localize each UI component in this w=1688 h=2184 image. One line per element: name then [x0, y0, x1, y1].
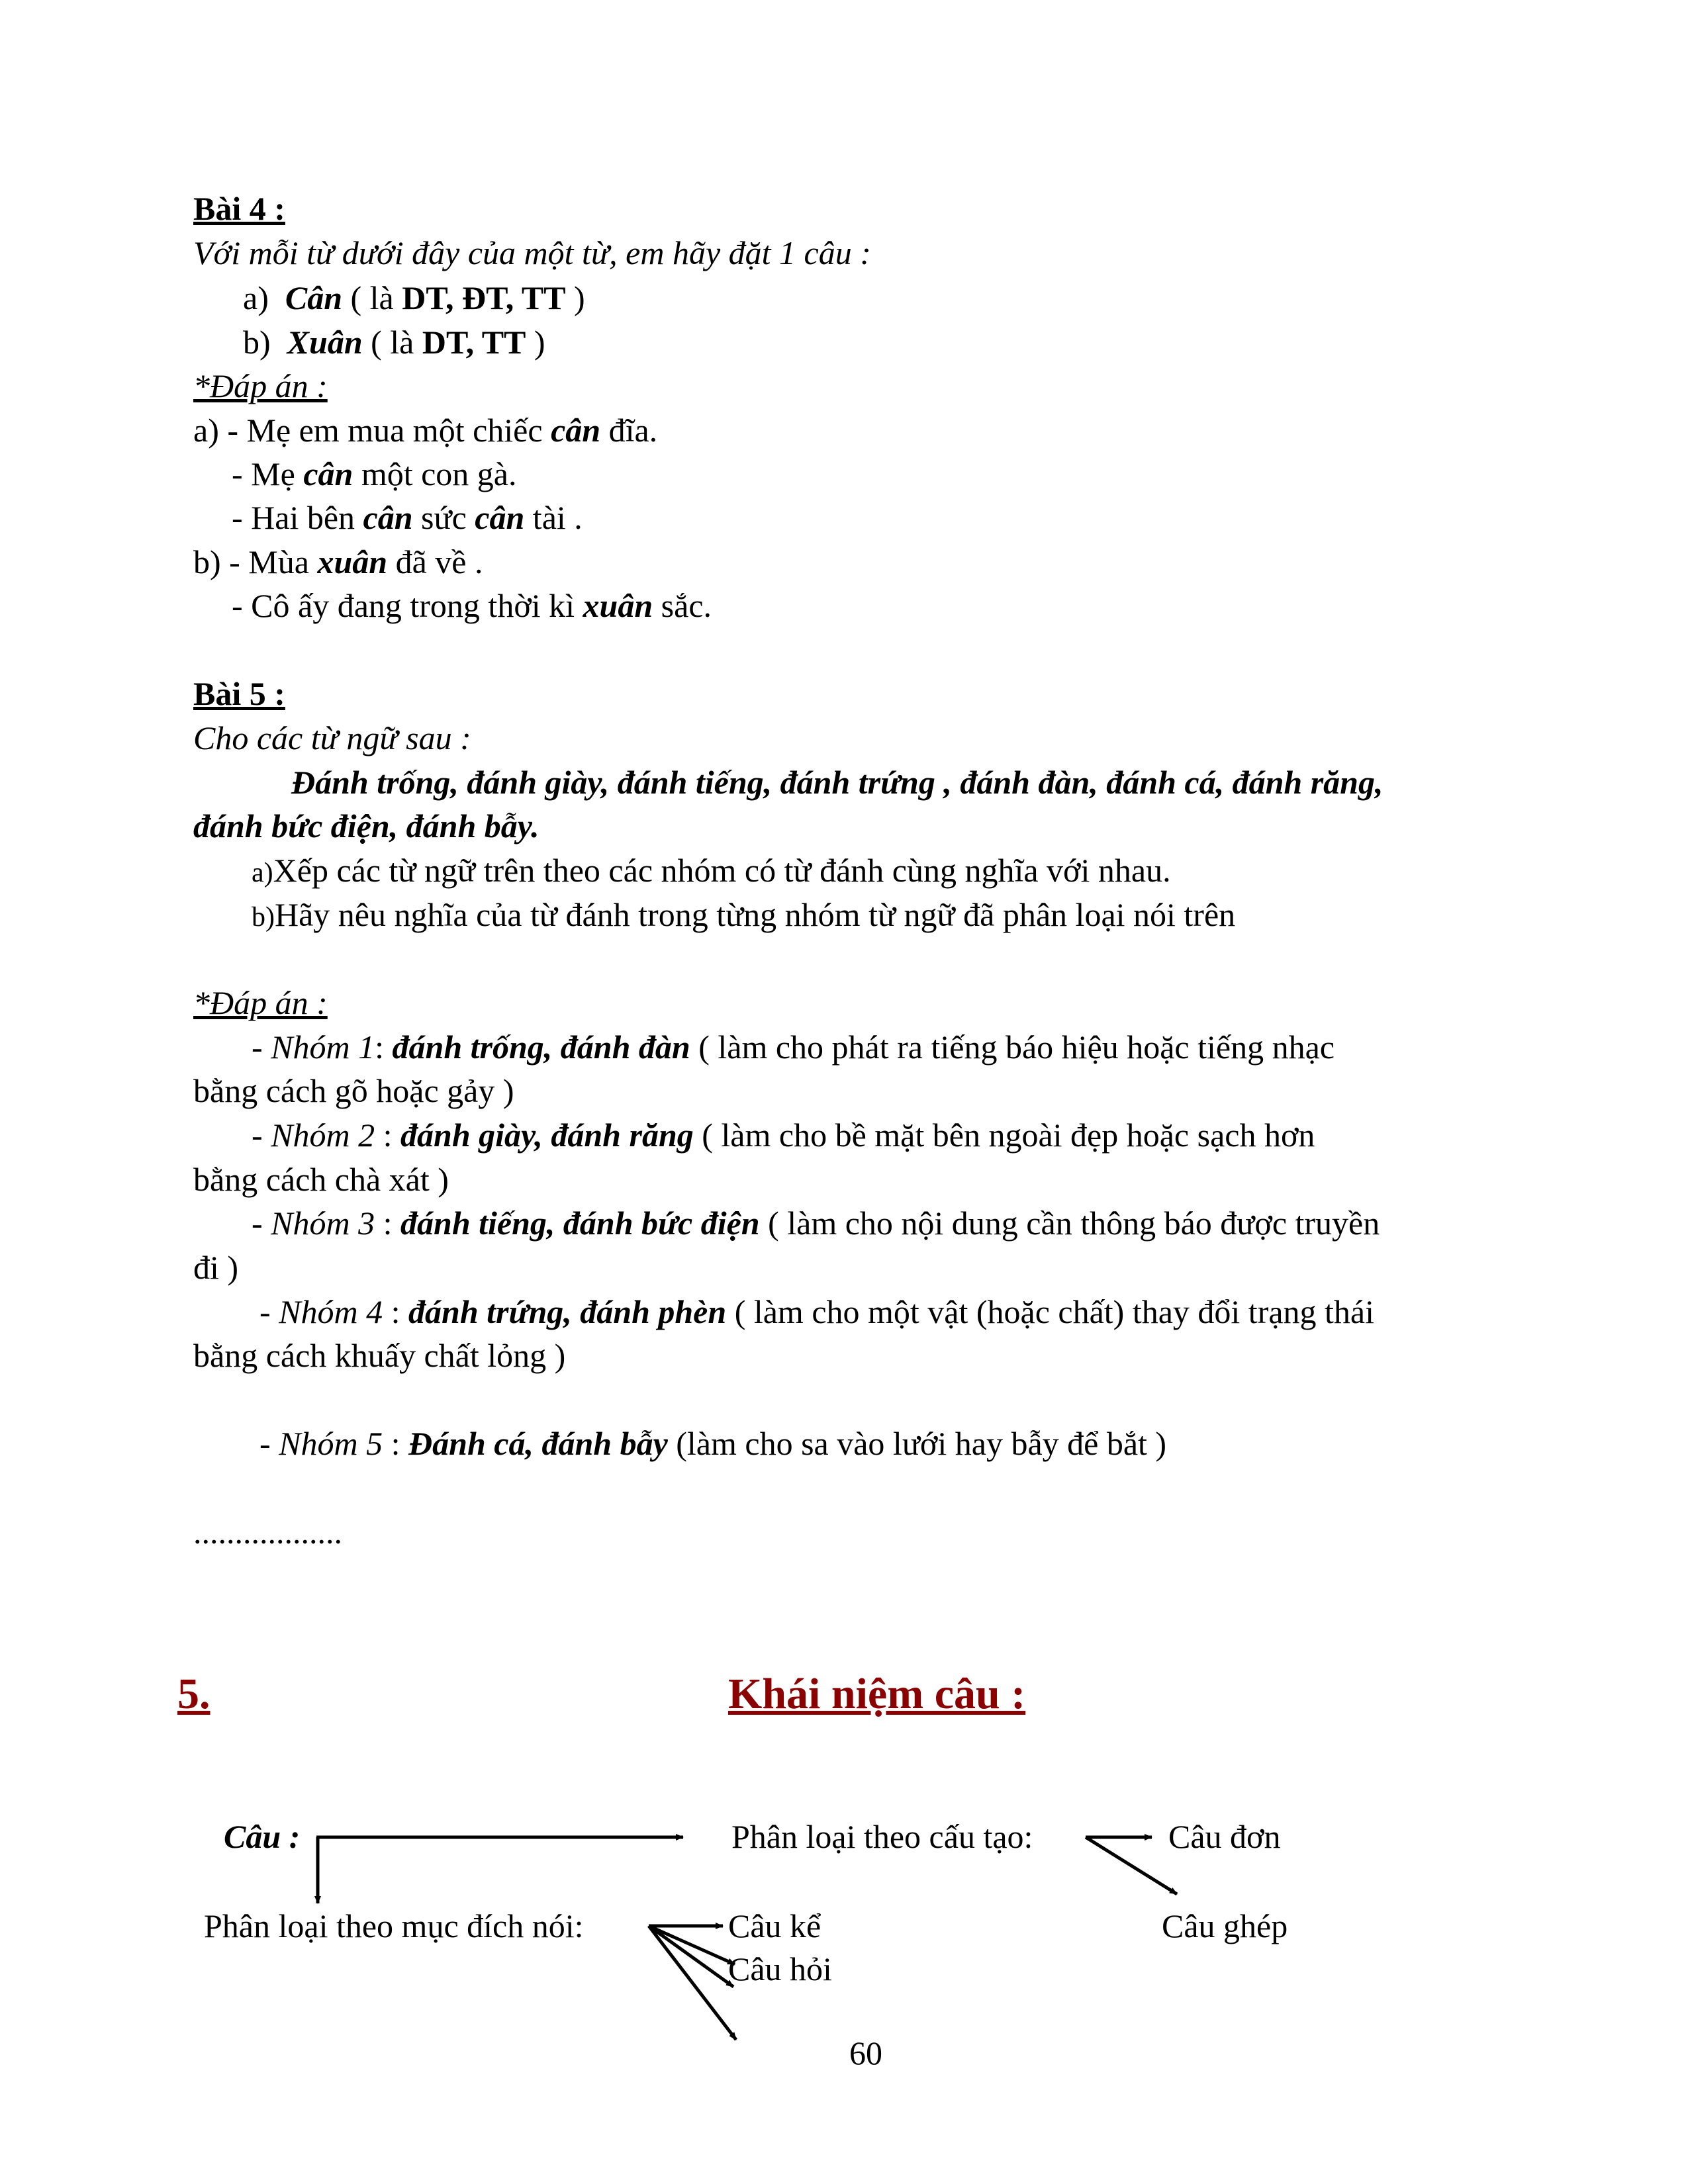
keyword: cân [551, 412, 601, 449]
task-text: Hãy nêu nghĩa của từ đánh trong từng nhóm từ ngữ đã phân loại nói trên [275, 896, 1236, 933]
keyword: xuân [583, 587, 653, 624]
group-1-cont: bằng cách gõ hoặc gảy ) [193, 1072, 514, 1109]
group-words: đánh trống, đánh đàn [392, 1028, 690, 1066]
text: sắc. [653, 587, 712, 624]
bai5-prompt: Cho các từ ngữ sau : [193, 719, 471, 756]
item-types: DT, TT [422, 324, 526, 361]
text: tài . [524, 499, 583, 536]
item-label: b) [243, 324, 271, 361]
dash: - [252, 1205, 271, 1242]
dash: - [259, 1293, 279, 1330]
sep: : [383, 1116, 401, 1154]
group-name: Nhóm 2 [271, 1116, 383, 1154]
dash: - [252, 1028, 271, 1066]
keyword: cân [363, 499, 413, 536]
text: sức [412, 499, 475, 536]
group-2-cont: bằng cách chà xát ) [193, 1161, 449, 1198]
group-words: đánh giày, đánh răng [400, 1116, 694, 1154]
group-name: Nhóm 4 [279, 1293, 391, 1330]
text: a) - Mẹ em mua một chiếc [193, 412, 551, 449]
group-4-cont: bằng cách khuấy chất lỏng ) [193, 1337, 566, 1374]
diagram-declarative: Câu kể [728, 1907, 821, 1944]
item-open: ( là [342, 279, 402, 316]
diagram-simple: Câu đơn [1168, 1818, 1281, 1855]
group-name: Nhóm 5 [279, 1425, 391, 1462]
item-word: Xuân [287, 324, 363, 361]
section-title: Khái niệm câu : [728, 1670, 1026, 1718]
item-open: ( là [362, 324, 422, 361]
keyword: cân [303, 455, 353, 492]
item-types: DT, ĐT, TT [402, 279, 566, 316]
item-close: ) [565, 279, 585, 316]
group-meaning: (làm cho sa vào lưới hay bẫy để bắt ) [667, 1425, 1167, 1462]
dash: - [252, 1116, 271, 1154]
bai4-title: Bài 4 : [193, 190, 285, 227]
group-meaning: ( làm cho bề mặt bên ngoài đẹp hoặc sạch hơn [693, 1116, 1315, 1154]
text: một con gà. [353, 455, 517, 492]
keyword: xuân [317, 543, 388, 580]
task-label: a) [252, 858, 273, 888]
bai5-title: Bài 5 : [193, 675, 285, 712]
text: đã về . [387, 543, 483, 580]
bai4-prompt: Với mỗi từ dưới đây của một từ, em hãy đặt 1 câu : [193, 234, 871, 271]
group-meaning: ( làm cho nội dung cần thông báo được truyền [759, 1205, 1380, 1242]
ellipsis: .................. [193, 1514, 342, 1551]
group-meaning: ( làm cho phát ra tiếng báo hiệu hoặc tiếng nhạc [690, 1028, 1335, 1066]
diagram-root: Câu : [224, 1818, 301, 1855]
item-word: Cân [285, 279, 343, 316]
diagram-question: Câu hỏi [728, 1950, 832, 1987]
sep: : [375, 1028, 393, 1066]
text: b) - Mùa [193, 543, 318, 580]
dash: - [259, 1425, 279, 1462]
bai5-words-line1: Đánh trống, đánh giày, đánh tiếng, đánh trứng , đánh đàn, đánh cá, đánh răng, [291, 764, 1383, 801]
task-text: Xếp các từ ngữ trên theo các nhóm có từ đánh cùng nghĩa với nhau. [273, 852, 1171, 889]
text: - Cô ấy đang trong thời kì [232, 587, 583, 624]
sep: : [391, 1425, 409, 1462]
text: đĩa. [600, 412, 658, 449]
task-label: b) [252, 902, 275, 933]
group-words: Đánh cá, đánh bẫy [408, 1425, 668, 1462]
sep: : [383, 1205, 401, 1242]
group-meaning: ( làm cho một vật (hoặc chất) thay đổi trạng thái [726, 1293, 1375, 1330]
group-words: đánh tiếng, đánh bức điện [400, 1205, 760, 1242]
section-number: 5. [177, 1670, 211, 1718]
sep: : [391, 1293, 409, 1330]
item-close: ) [526, 324, 545, 361]
bai5-words-line2: đánh bức điện, đánh bẫy. [193, 807, 539, 844]
bai5-answer-label: *Đáp án : [193, 984, 328, 1021]
arrow-to-type-4 [649, 1926, 736, 2040]
diagram-by-purpose: Phân loại theo mục đích nói: [204, 1907, 584, 1944]
text: - Mẹ [232, 455, 304, 492]
diagram-by-structure: Phân loại theo cấu tạo: [731, 1818, 1033, 1855]
bai4-answer-label: *Đáp án : [193, 367, 328, 404]
text: - Hai bên [232, 499, 363, 536]
group-name: Nhóm 1 [271, 1028, 375, 1066]
group-3-cont: đi ) [193, 1249, 239, 1286]
keyword: cân [475, 499, 525, 536]
page-number: 60 [849, 2034, 882, 2071]
diagram-compound: Câu ghép [1162, 1907, 1288, 1944]
item-label: a) [243, 279, 269, 316]
arrow-to-compound [1086, 1837, 1177, 1894]
group-words: đánh trứng, đánh phèn [408, 1293, 727, 1330]
group-name: Nhóm 3 [271, 1205, 383, 1242]
